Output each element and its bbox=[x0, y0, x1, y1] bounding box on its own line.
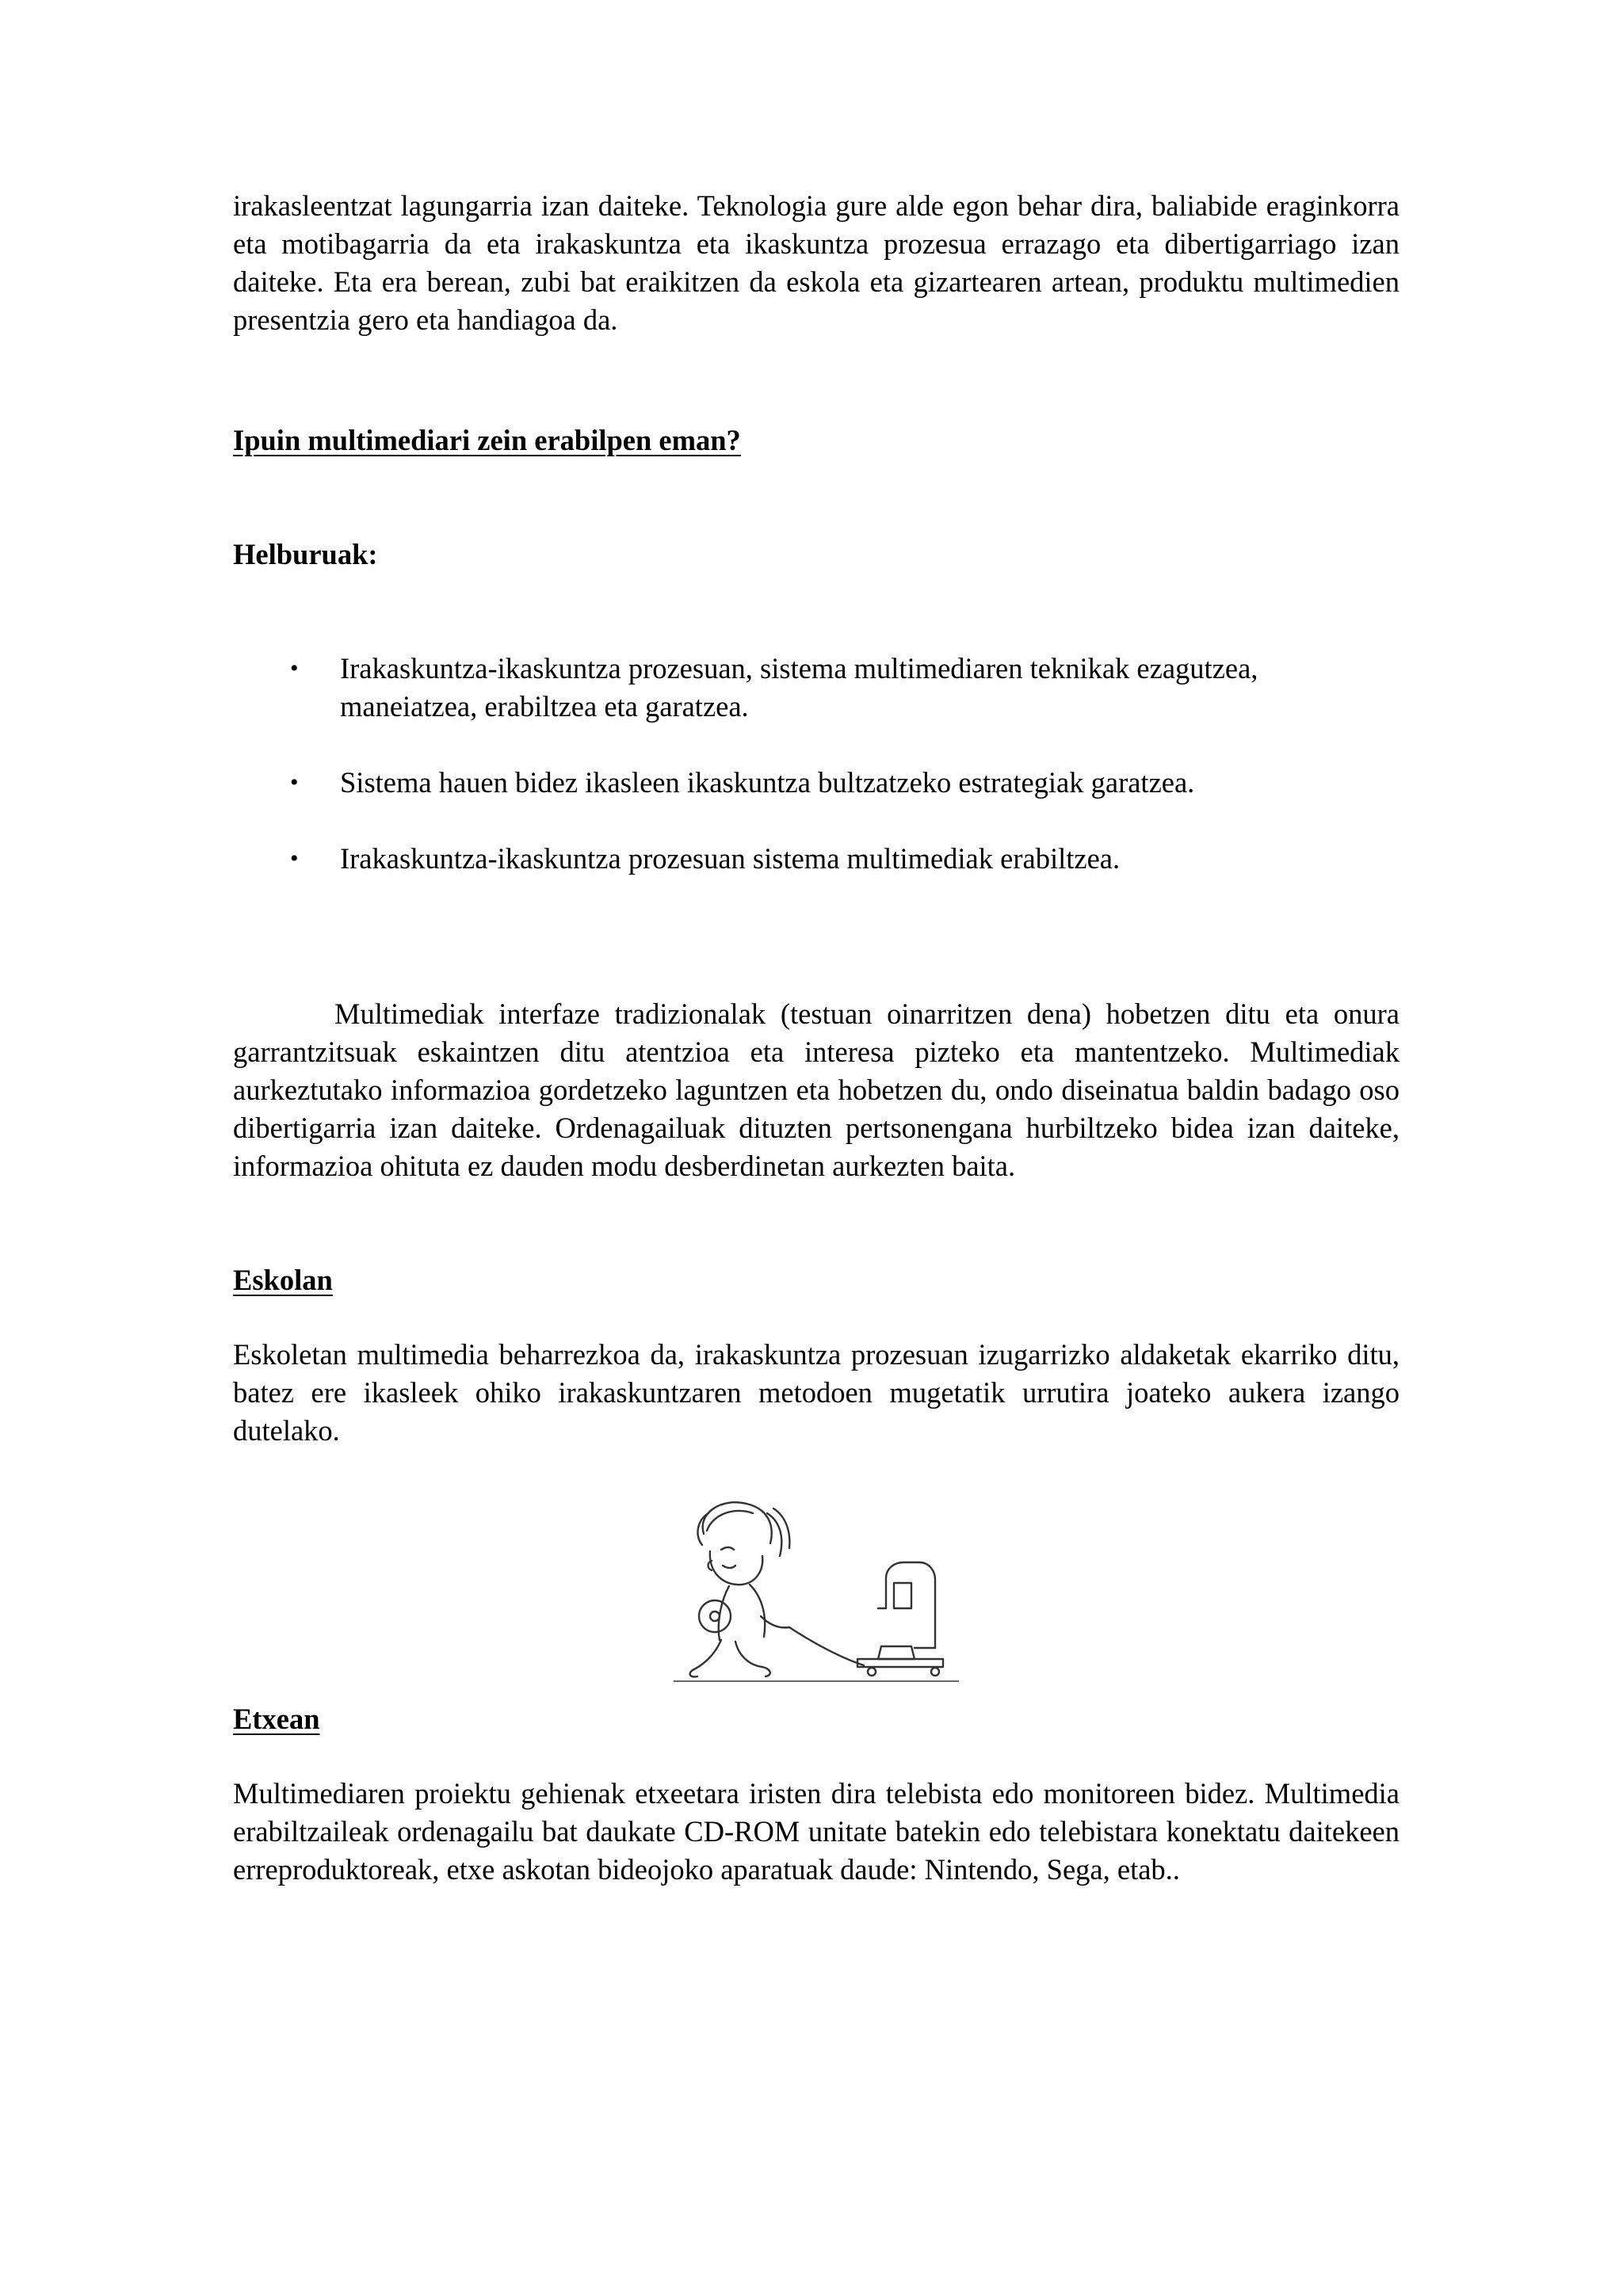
goal-item bbox=[233, 764, 1400, 802]
goal-item bbox=[233, 650, 1400, 726]
goal-item bbox=[233, 840, 1400, 878]
goal-text: Irakaskuntza-ikaskuntza prozesuan, sistema multimediaren teknikak ezagutzea, maneiatzea, erabiltzea eta garatzea. bbox=[340, 652, 1258, 723]
intro-paragraph: irakasleentzat lagungarria izan daiteke. Teknologia gure alde egon behar dira, baliabide eraginkorra eta motibagarria da eta irakaskuntza eta ikaskuntza prozesua errazago eta dibertigarriago izan daiteke. Eta era berean, zubi bat eraikitzen da eskola eta gizartearen artean, produktu multimedien presentzia gero eta handiagoa da. bbox=[233, 189, 1400, 336]
home-paragraph: Multimediaren proiektu gehienak etxeetara iristen dira telebista edo monitoreen bidez. Multimedia erabiltzaileak ordenagailu bat daukate CD-ROM unitate batekin edo telebistara konektatu daitekeen erreproduktoreak, etxe askotan bideojoko aparatuak daude: Nintendo, Sega, etab.. bbox=[233, 1777, 1400, 1886]
bullet-icon: • bbox=[290, 845, 299, 871]
bullet-icon: • bbox=[290, 769, 299, 795]
goals-heading: Helburuak: bbox=[233, 538, 378, 570]
multimedia-paragraph: Multimediak interfaze tradizionalak (testuan oinarritzen dena) hobetzen ditu eta onura garrantzitsuak eskaintzen ditu atentzioa eta interesa pizteko eta mantentzeko. Multimediak aurkeztutako informazioa gordetzeko laguntzen eta hobetzen du, ondo diseinatua baldin badago oso dibertigarria izan daiteke. Ordenagailuak dituzten pertsonengana hurbiltzeko bidea izan daiteke, informazioa ohituta ez dauden modu desberdinetan aurkezten baita. bbox=[233, 997, 1400, 1182]
home-heading: Etxean bbox=[233, 1703, 320, 1735]
school-heading: Eskolan bbox=[233, 1264, 333, 1296]
school-paragraph: Eskoletan multimedia beharrezkoa da, irakaskuntza prozesuan izugarrizko aldaketak ekarriko ditu, batez ere ikasleek ohiko irakaskuntzaren metodoen mugetatik urrutira joateko aukera izango dutelako. bbox=[233, 1338, 1400, 1447]
question-heading: Ipuin multimediari zein erabilpen eman? bbox=[233, 424, 741, 456]
bullet-icon: • bbox=[290, 655, 299, 681]
child-pulling-computer-icon bbox=[674, 1489, 959, 1695]
goals-list bbox=[233, 650, 1400, 878]
goal-text: Irakaskuntza-ikaskuntza prozesuan sistema multimediak erabiltzea. bbox=[340, 842, 1121, 875]
goal-text: Sistema hauen bidez ikasleen ikaskuntza bultzatzeko estrategiak garatzea. bbox=[340, 766, 1195, 799]
